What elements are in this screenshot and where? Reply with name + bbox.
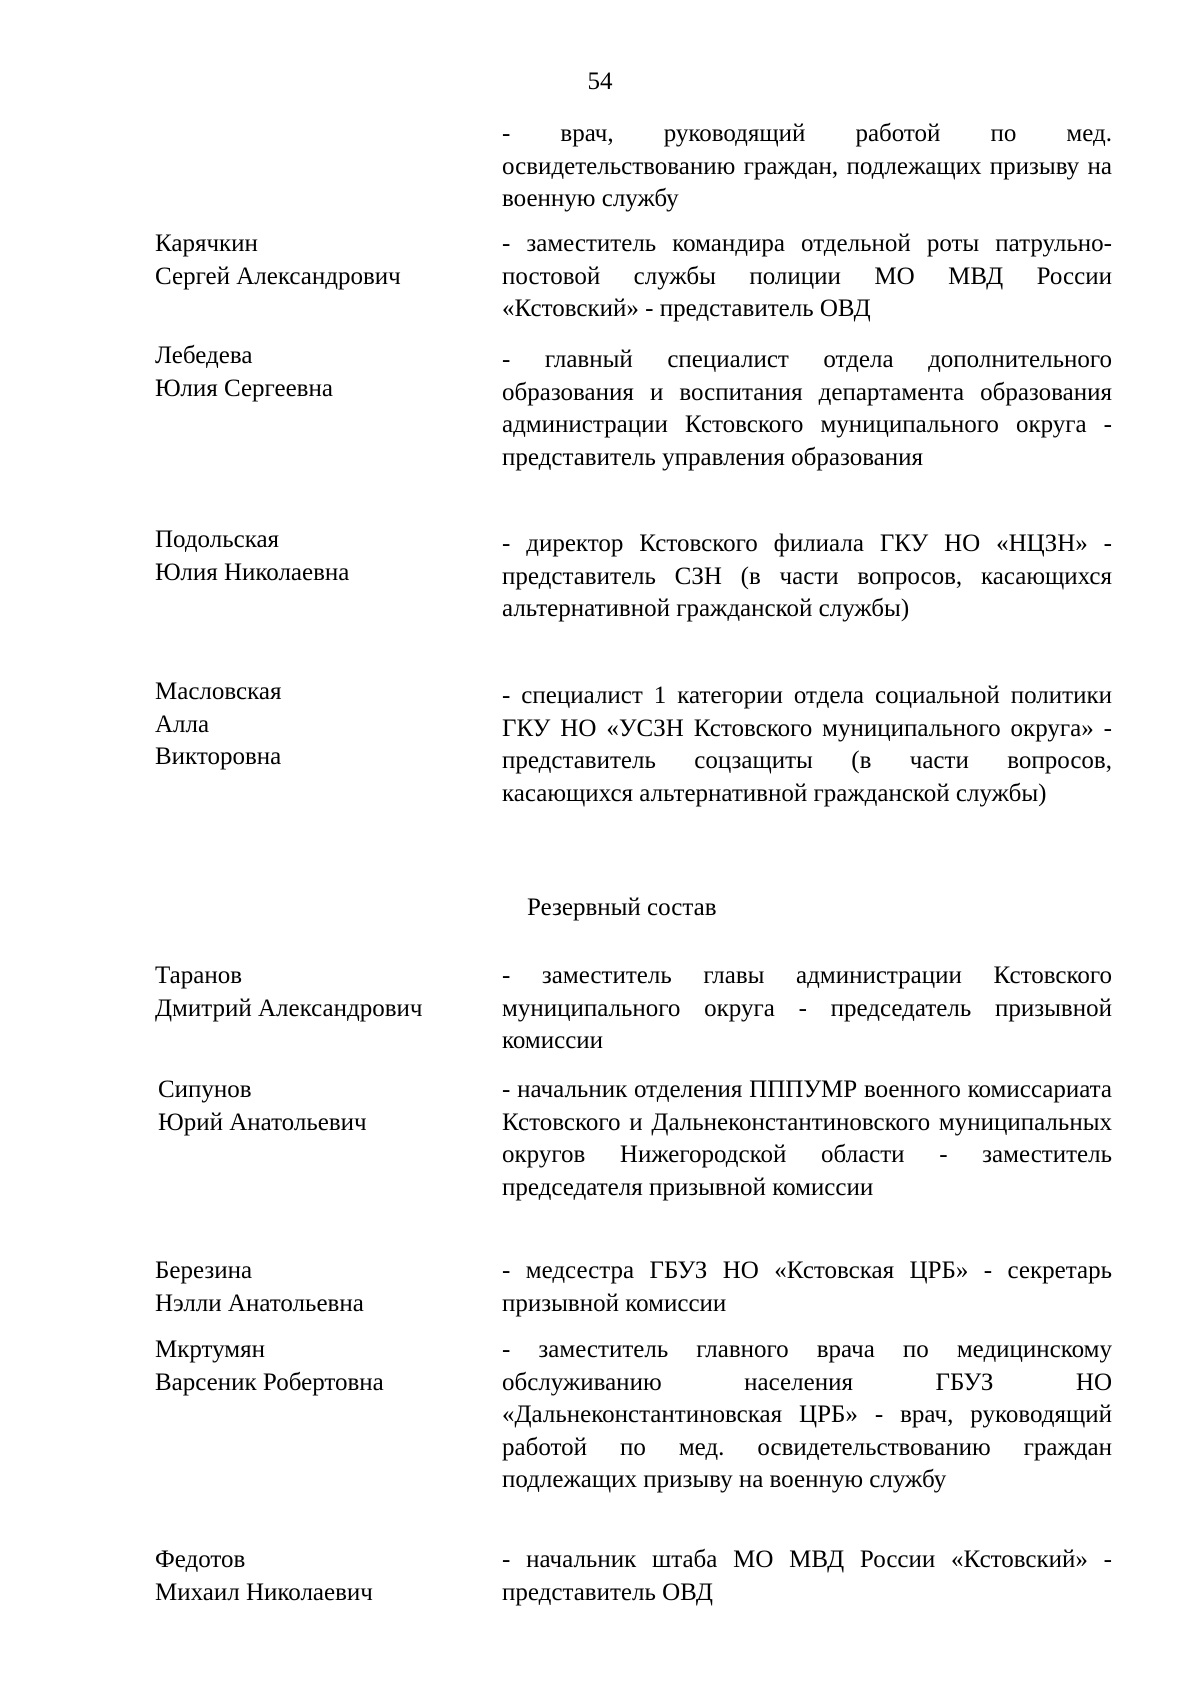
member-given-names: Юлия Николаевна [155, 558, 350, 586]
member-given-names: Нэлли Анатольевна [155, 1289, 364, 1317]
member-surname: Карячкин [155, 230, 258, 257]
member-description: - директор Кстовского филиала ГКУ НО «НЦЗН» - представитель СЗН (в части вопросов, касающихся альтернативной гражданской службы) [502, 530, 1112, 622]
member-name [155, 524, 475, 589]
member-given-names: Сергей Александрович [155, 262, 401, 290]
reserve-member-description: - начальник штаба МО МВД России «Кстовский» - представитель ОВД [502, 1546, 1112, 1606]
member-given-names: Дмитрий Александрович [155, 994, 423, 1022]
page-number: 54 [587, 68, 613, 95]
member-name [155, 676, 475, 774]
reserve-member-description: - заместитель главы администрации Кстовского муниципального округа - председатель призывной комиссии [502, 962, 1112, 1054]
member-description: - главный специалист отдела дополнительного образования и воспитания департамента образования администрации Кстовского муниципального округа - представитель управления образования [502, 346, 1112, 471]
reserve-member-description: - медсестра ГБУЗ НО «Кстовская ЦРБ» - секретарь призывной комиссии [502, 1257, 1112, 1317]
member-surname: Федотов [155, 1546, 246, 1573]
member-patronymic: Викторовна [155, 743, 282, 770]
reserve-member-name [158, 1074, 478, 1139]
member-surname: Масловская [155, 678, 282, 705]
member-surname: Сипунов [158, 1076, 252, 1103]
reserve-member-name [155, 960, 475, 1025]
member-name [155, 340, 475, 405]
member-given-names: Юрий Анатольевич [158, 1108, 367, 1136]
reserve-member-name [155, 1334, 475, 1399]
top-continuation-text: - врач, руководящий работой по мед. освидетельствованию граждан, подлежащих призыву на военную службу [502, 120, 1112, 212]
member-surname: Подольская [155, 526, 280, 553]
member-description: - специалист 1 категории отдела социальной политики ГКУ НО «УСЗН Кстовского муниципального округа» - представитель соцзащиты (в части вопросов, касающихся альтернативной гражданской службы) [502, 682, 1112, 807]
member-surname: Мкртумян [155, 1336, 266, 1363]
member-given-names: Варсеник Робертовна [155, 1368, 384, 1396]
member-surname: Лебедева [155, 342, 253, 369]
reserve-member-description: - заместитель главного врача по медицинскому обслуживанию населения ГБУЗ НО «Дальнеконстантиновская ЦРБ» - врач, руководящий работой по мед. освидетельствованию граждан подлежащих призыву на военную службу [502, 1336, 1112, 1493]
member-given-names: Михаил Николаевич [155, 1578, 373, 1606]
member-surname: Таранов [155, 962, 243, 989]
member-given-names: Юлия Сергеевна [155, 374, 333, 402]
reserve-member-name [155, 1544, 475, 1609]
member-first-name: Алла [155, 710, 210, 738]
member-description: - заместитель командира отдельной роты патрульно-постовой службы полиции МО МВД России «Кстовский» - представитель ОВД [502, 230, 1112, 322]
member-name [155, 228, 475, 293]
reserve-member-description: - начальник отделения ПППУМР военного комиссариата Кстовского и Дальнеконстантиновского муниципальных округов Нижегородской области - заместитель председателя призывной комиссии [502, 1076, 1112, 1201]
reserve-heading: Резервный состав [527, 894, 717, 921]
reserve-member-name [155, 1255, 475, 1320]
member-surname: Березина [155, 1257, 253, 1284]
